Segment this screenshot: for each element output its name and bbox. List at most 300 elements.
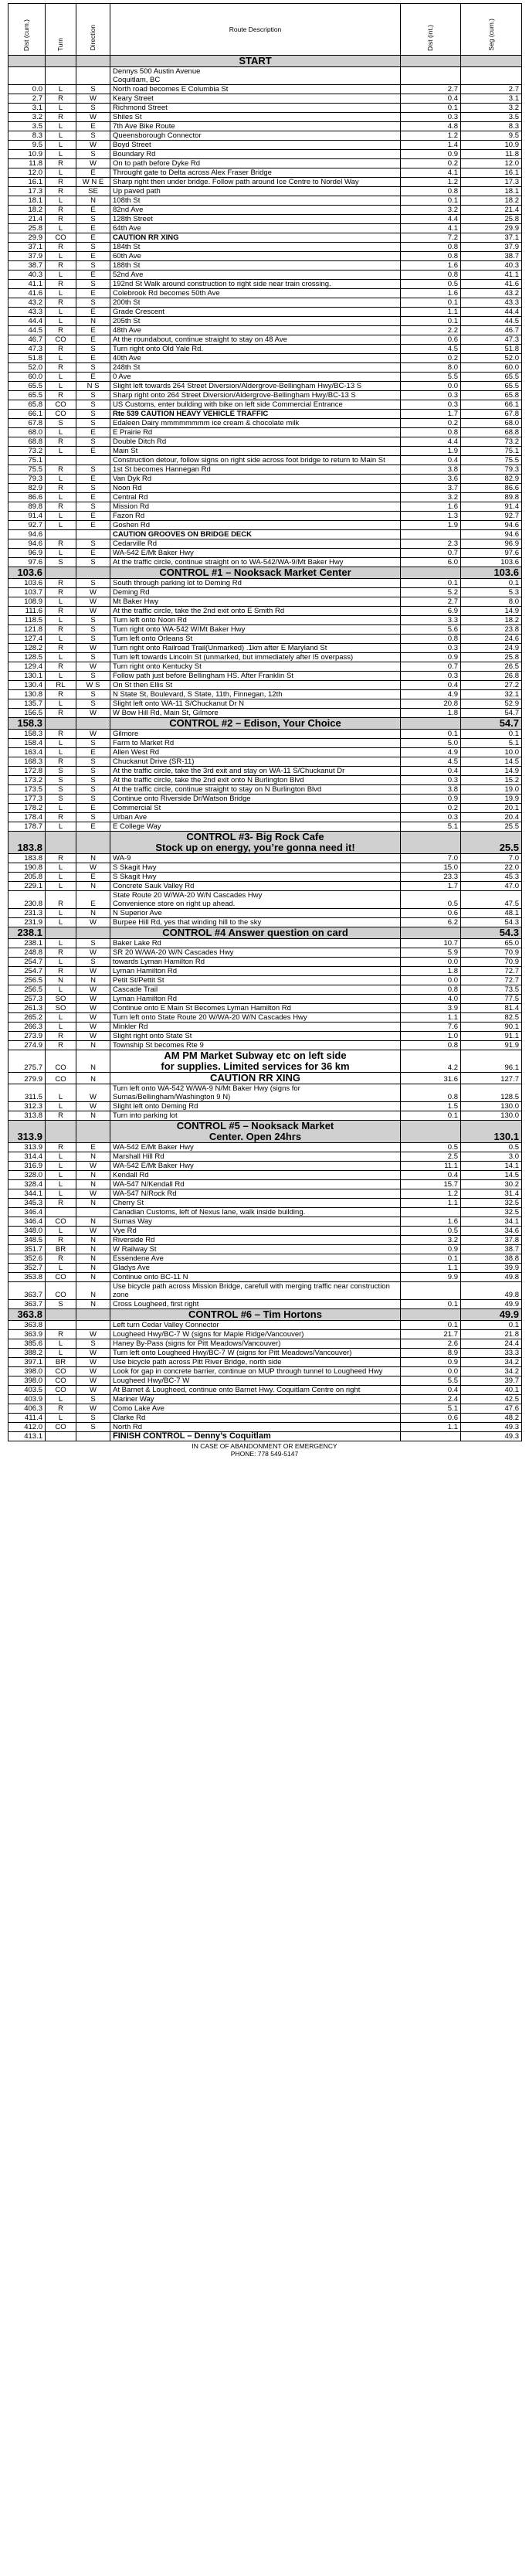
cell-direction: N [76,1041,110,1050]
table-row [8,382,522,391]
cell-direction: E [76,326,110,335]
cell-description: 108th St [110,196,401,206]
table-row [8,995,522,1004]
cell-dist-cum: 96.9 [8,549,46,558]
cell-dist-int: 11.1 [401,1162,461,1171]
cell-description: Burpee Hill Rd, yes that winding hill to the sky [110,918,401,927]
cell-dist-int [401,1208,461,1217]
cell-turn [46,56,76,67]
cell-turn: L [46,308,76,317]
cell-dist-int: 0.4 [401,767,461,776]
cell-dist-cum: 254.7 [8,967,46,976]
cell-seg-cum: 18.2 [461,196,522,206]
cell-description: Grade Crescent [110,308,401,317]
cell-direction: W [76,918,110,927]
cell-direction: S [76,1414,110,1423]
cell-description: WA-547 N/Kendall Rd [110,1180,401,1189]
table-row [8,1376,522,1386]
cell-dist-int: 4.5 [401,757,461,767]
cell-turn: R [46,625,76,635]
cell-seg-cum: 31.4 [461,1189,522,1199]
cell-turn: R [46,813,76,822]
cell-description: Gilmore [110,730,401,739]
table-row [8,1152,522,1162]
cell-seg-cum: 52.0 [461,354,522,363]
cell-turn: R [46,178,76,187]
cell-description: Up paved path [110,187,401,196]
cell-turn: S [46,795,76,804]
cell-dist-cum: 158.4 [8,739,46,748]
table-row [8,539,522,549]
cell-dist-int: 0.8 [401,1084,461,1102]
cell-direction: S [76,699,110,709]
table-row [8,1367,522,1376]
cell-seg-cum: 73.5 [461,985,522,995]
cell-turn: R [46,730,76,739]
cell-dist-cum: 94.6 [8,539,46,549]
cell-seg-cum: 45.3 [461,873,522,882]
cell-dist-cum: 121.8 [8,625,46,635]
cell-dist-cum: 11.8 [8,159,46,168]
cell-dist-cum: 75.1 [8,456,46,465]
cell-dist-cum: 10.9 [8,150,46,159]
cell-turn: L [46,447,76,456]
table-row [8,206,522,215]
header-seg-cum: Seg (cum.) [461,4,522,56]
cell-dist-cum: 353.8 [8,1273,46,1282]
cell-direction: W [76,1189,110,1199]
cell-seg-cum: 32.5 [461,1199,522,1208]
cell-description: S Skagit Hwy [110,863,401,873]
cell-dist-cum: 311.5 [8,1084,46,1102]
cell-turn: L [46,428,76,437]
cell-dist-int [401,832,461,854]
cell-dist-cum: 158.3 [8,718,46,730]
cell-description: Canadian Customs, left of Nexus lane, walk inside building. [110,1208,401,1217]
table-row [8,484,522,493]
cell-seg-cum: 48.1 [461,909,522,918]
cell-dist-cum: 398.0 [8,1376,46,1386]
cell-description: Commercial St [110,804,401,813]
cell-description: towards Lyman Hamilton Rd [110,958,401,967]
cell-direction: E [76,289,110,298]
cell-dist-int: 31.6 [401,1073,461,1084]
cell-dist-int: 1.0 [401,1032,461,1041]
cell-direction [76,1309,110,1321]
cell-direction: S [76,616,110,625]
cell-dist-cum: 314.4 [8,1152,46,1162]
cell-description: N Superior Ave [110,909,401,918]
cell-turn: CO [46,233,76,243]
cell-description: Deming Rd [110,588,401,597]
table-row [8,1084,522,1102]
cell-direction: N [76,1245,110,1254]
cell-description: 184th St [110,243,401,252]
cell-description: Cascade Trail [110,985,401,995]
cell-seg-cum: 39.9 [461,1264,522,1273]
cell-description: Dennys 500 Austin Avenue Coquitlam, BC [110,67,401,85]
cell-description: Boundary Rd [110,150,401,159]
cell-dist-cum: 156.5 [8,709,46,718]
cell-dist-int: 4.2 [401,1050,461,1073]
cell-dist-int: 0.1 [401,196,461,206]
cell-turn: S [46,1300,76,1309]
cell-turn: L [46,150,76,159]
cell-dist-cum: 397.1 [8,1358,46,1367]
cell-dist-int: 0.1 [401,730,461,739]
cell-turn [46,832,76,854]
cell-turn: R [46,948,76,958]
cell-description: Follow path just before Bellingham HS. After Franklin St [110,672,401,681]
cell-description: Sharp right onto 264 Street Diversion/Aldergrove-Bellingham Hwy/BC-13 S [110,391,401,400]
table-row [8,785,522,795]
table-row [8,233,522,243]
cell-description: W Bow Hill Rd, Main St, Gilmore [110,709,401,718]
cell-dist-int: 2.5 [401,1152,461,1162]
cell-description: N State St, Boulevard, S State, 11th, Finnegan, 12th [110,690,401,699]
table-row [8,882,522,891]
cell-dist-int: 3.2 [401,1236,461,1245]
cell-dist-cum: 128.2 [8,644,46,653]
cell-turn: CO [46,1282,76,1300]
cell-seg-cum: 14.9 [461,767,522,776]
cell-description: Slight left towards 264 Street Diversion/Aldergrove-Bellingham Hwy/BC-13 S [110,382,401,391]
cell-seg-cum: 29.9 [461,224,522,233]
control-row [8,832,522,854]
header-turn: Turn [46,4,76,56]
cell-seg-cum: 14.5 [461,1171,522,1180]
cell-direction: SE [76,187,110,196]
table-row [8,168,522,178]
cell-turn: CO [46,335,76,345]
table-row [8,94,522,104]
cell-turn [46,1321,76,1330]
cell-seg-cum: 0.1 [461,730,522,739]
table-row [8,1358,522,1367]
cell-seg-cum: 60.0 [461,363,522,373]
cell-dist-cum: 41.6 [8,289,46,298]
cell-turn: L [46,873,76,882]
table-row [8,465,522,475]
cell-dist-cum: 313.9 [8,1143,46,1152]
table-row [8,635,522,644]
cell-dist-cum: 348.0 [8,1227,46,1236]
cell-seg-cum: 23.8 [461,625,522,635]
cell-turn: R [46,159,76,168]
cell-dist-cum: 190.8 [8,863,46,873]
cell-dist-int: 0.5 [401,1227,461,1236]
cell-description: North Rd [110,1423,401,1432]
cell-description: Throught gate to Delta across Alex Fraser Bridge [110,168,401,178]
cell-dist-int: 1.6 [401,261,461,271]
cell-description: Como Lake Ave [110,1404,401,1414]
cell-description: Marshall Hill Rd [110,1152,401,1162]
cell-description: Boyd Street [110,141,401,150]
cell-turn: L [46,549,76,558]
cell-description: CONTROL #3- Big Rock Cafe Stock up on energy, you’re gonna need it! [110,832,401,854]
cell-description: Double Ditch Rd [110,437,401,447]
cell-turn: R [46,298,76,308]
table-row [8,1208,522,1217]
cell-turn: L [46,373,76,382]
cell-dist-int: 2.3 [401,539,461,549]
cell-direction: N S [76,382,110,391]
cell-dist-int: 20.8 [401,699,461,709]
cell-dist-int: 2.7 [401,597,461,607]
cell-seg-cum: 3.1 [461,94,522,104]
cell-direction: E [76,168,110,178]
cue-sheet [8,3,521,1458]
cell-direction: W [76,985,110,995]
cell-turn: R [46,607,76,616]
cell-dist-int: 0.9 [401,1245,461,1254]
cell-dist-int: 3.8 [401,785,461,795]
cell-dist-int: 21.7 [401,1330,461,1339]
cell-description: Gladys Ave [110,1264,401,1273]
cell-direction: E [76,873,110,882]
cell-description: Noon Rd [110,484,401,493]
table-row [8,1050,522,1073]
cell-turn: L [46,822,76,832]
cell-direction: W S [76,681,110,690]
cell-seg-cum: 21.4 [461,206,522,215]
cell-seg-cum: 54.3 [461,927,522,939]
table-row [8,579,522,588]
cell-direction [76,67,110,85]
cell-turn: L [46,1339,76,1349]
cell-dist-cum: 66.1 [8,410,46,419]
cell-direction: N [76,1300,110,1309]
cell-seg-cum: 130.0 [461,1111,522,1121]
cell-dist-int: 1.8 [401,709,461,718]
cell-direction: W [76,607,110,616]
cell-dist-cum: 256.5 [8,976,46,985]
cell-description: AM PM Market Subway etc on left side for supplies. Limited services for 36 km [110,1050,401,1073]
cell-dist-int: 0.3 [401,644,461,653]
cell-turn: L [46,85,76,94]
cell-direction: W [76,1386,110,1395]
cell-dist-int: 0.8 [401,271,461,280]
cell-description: Turn left onto Noon Rd [110,616,401,625]
cell-seg-cum: 5.1 [461,739,522,748]
cell-dist-int: 0.5 [401,280,461,289]
cell-direction: S [76,437,110,447]
cell-seg-cum: 44.5 [461,317,522,326]
cell-direction: S [76,400,110,410]
cell-dist-int: 15.0 [401,863,461,873]
cell-dist-int: 0.1 [401,1300,461,1309]
cell-dist-int: 23.3 [401,873,461,882]
cell-turn: CO [46,1273,76,1282]
table-row [8,280,522,289]
cell-turn: L [46,1152,76,1162]
cell-dist-cum: 313.8 [8,1111,46,1121]
table-row [8,1386,522,1395]
table-row [8,410,522,419]
cell-seg-cum: 128.5 [461,1084,522,1102]
cell-dist-cum: 52.0 [8,363,46,373]
cell-turn: R [46,891,76,909]
cell-description: CAUTION RR XING [110,233,401,243]
cell-dist-int: 0.2 [401,804,461,813]
cell-seg-cum: 25.8 [461,215,522,224]
cell-description: Cross Lougheed, first right [110,1300,401,1309]
cell-seg-cum: 54.7 [461,718,522,730]
cell-dist-int: 3.3 [401,616,461,625]
cell-dist-cum: 313.9 [8,1121,46,1143]
cell-direction: W [76,730,110,739]
cell-description: Turn into parking lot [110,1111,401,1121]
table-row [8,985,522,995]
cell-dist-cum: 43.2 [8,298,46,308]
cell-description: Kendall Rd [110,1171,401,1180]
table-row [8,1254,522,1264]
cell-dist-int: 2.4 [401,1395,461,1404]
cell-description: WA-542 E/Mt Baker Hwy [110,1162,401,1171]
cell-turn: R [46,261,76,271]
cell-dist-cum: 3.2 [8,113,46,122]
table-row [8,298,522,308]
cell-turn: R [46,967,76,976]
cell-turn [46,718,76,730]
cell-dist-int: 1.9 [401,447,461,456]
table-row [8,1395,522,1404]
cell-direction: N [76,976,110,985]
cell-turn: R [46,94,76,104]
cell-direction: N [76,1273,110,1282]
table-row [8,335,522,345]
cell-dist-int: 0.3 [401,776,461,785]
cell-direction: S [76,131,110,141]
cell-dist-int: 0.2 [401,354,461,363]
cell-direction: S [76,410,110,419]
cell-direction: W N E [76,178,110,187]
table-row [8,1004,522,1013]
table-row [8,243,522,252]
cell-seg-cum: 72.7 [461,967,522,976]
cell-dist-cum: 158.3 [8,730,46,739]
cell-dist-int: 5.1 [401,1404,461,1414]
cell-seg-cum: 68.8 [461,428,522,437]
cell-turn: R [46,484,76,493]
cell-dist-cum [8,56,46,67]
cell-turn: L [46,1084,76,1102]
cell-dist-cum: 346.4 [8,1208,46,1217]
cell-dist-int: 6.0 [401,558,461,567]
cell-dist-cum: 129.4 [8,662,46,672]
cell-description: CONTROL #6 – Tim Hortons [110,1309,401,1321]
table-row [8,1073,522,1084]
cell-dist-int: 0.9 [401,150,461,159]
cell-seg-cum: 32.5 [461,1208,522,1217]
cell-direction: W [76,644,110,653]
cell-direction: E [76,206,110,215]
table-row [8,113,522,122]
cell-direction: S [76,280,110,289]
table-row [8,1102,522,1111]
cell-dist-int: 8.9 [401,1349,461,1358]
cell-dist-cum: 312.3 [8,1102,46,1111]
cell-direction: W [76,948,110,958]
cell-seg-cum: 49.9 [461,1300,522,1309]
cell-seg-cum: 42.5 [461,1395,522,1404]
cell-dist-int: 0.4 [401,681,461,690]
cell-direction: S [76,939,110,948]
cell-seg-cum: 30.2 [461,1180,522,1189]
cell-dist-int: 5.9 [401,948,461,958]
cell-dist-int: 1.9 [401,521,461,530]
cell-seg-cum: 130.1 [461,1121,522,1143]
cell-dist-cum: 37.9 [8,252,46,261]
cell-dist-int: 6.9 [401,607,461,616]
cell-dist-int: 0.4 [401,1386,461,1395]
cell-dist-cum: 103.6 [8,579,46,588]
cell-direction: W [76,863,110,873]
cell-turn: R [46,1041,76,1050]
cell-turn: L [46,939,76,948]
cell-dist-int: 3.8 [401,465,461,475]
cell-description: Turn left towards Lincoln St (unmarked, but immediately after I5 overpass) [110,653,401,662]
table-row [8,822,522,832]
table-row [8,104,522,113]
cell-seg-cum: 54.7 [461,709,522,718]
cell-seg-cum: 49.9 [461,1309,522,1321]
table-row [8,1245,522,1254]
cell-turn: R [46,539,76,549]
cell-dist-cum: 163.4 [8,748,46,757]
cell-dist-int: 1.8 [401,967,461,976]
cell-dist-cum: 279.9 [8,1073,46,1084]
cell-direction: N [76,1171,110,1180]
cell-direction [76,56,110,67]
cell-description: Sharp right then under bridge. Follow path around Ice Centre to Nordel Way [110,178,401,187]
cell-turn: R [46,187,76,196]
cell-direction: E [76,493,110,502]
table-row [8,178,522,187]
header-direction: Direction [76,4,110,56]
cell-direction: S [76,653,110,662]
cell-turn: L [46,168,76,178]
table-row [8,308,522,317]
cell-direction: S [76,104,110,113]
cell-turn: L [46,748,76,757]
cell-description: FINISH CONTROL – Denny’s Coquitlam [110,1432,401,1441]
cell-dist-cum: 231.3 [8,909,46,918]
cell-turn [46,530,76,539]
cell-seg-cum: 43.2 [461,289,522,298]
cell-dist-int: 0.1 [401,1321,461,1330]
cell-direction: N [76,1180,110,1189]
cell-description: Baker Lake Rd [110,939,401,948]
table-row [8,730,522,739]
table-row [8,1227,522,1236]
cell-dist-cum: 21.4 [8,215,46,224]
cell-description: Use bicycle path across Mission Bridge, carefull with merging traffic near construction zone [110,1282,401,1300]
cell-seg-cum: 41.6 [461,280,522,289]
cell-description: Keary Street [110,94,401,104]
cell-description: Slight left onto WA-11 S/Chuckanut Dr N [110,699,401,709]
cell-turn [46,927,76,939]
cell-description: 7th Ave Bike Route [110,122,401,131]
cell-dist-int: 4.9 [401,690,461,699]
cell-direction: W [76,141,110,150]
cell-seg-cum: 37.8 [461,1236,522,1245]
cell-turn: S [46,785,76,795]
cell-dist-int: 0.9 [401,653,461,662]
cell-dist-int: 0.1 [401,1111,461,1121]
cell-direction: W [76,1023,110,1032]
cell-dist-int: 0.1 [401,1254,461,1264]
